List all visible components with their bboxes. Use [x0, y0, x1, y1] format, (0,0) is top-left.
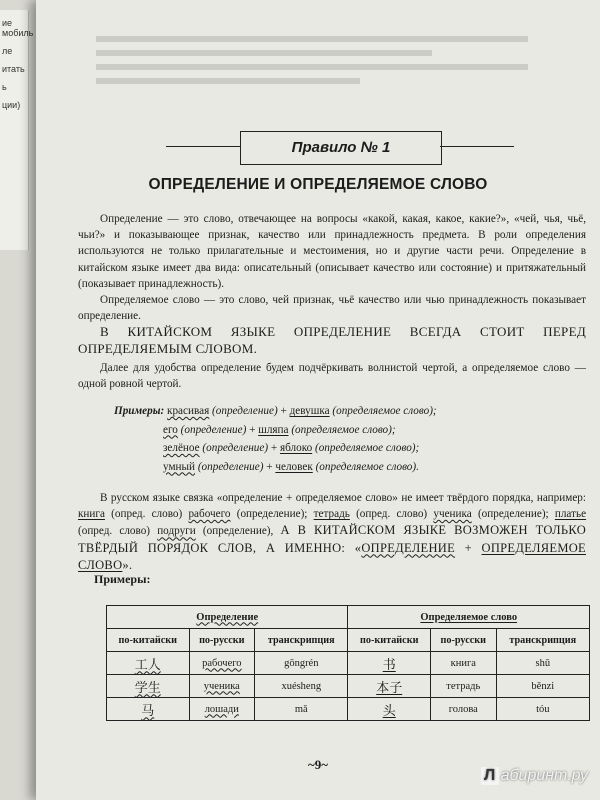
cell-text: 马 — [141, 702, 155, 718]
underline-note — [78, 360, 586, 392]
note: (определение); — [236, 508, 308, 521]
table-cell: тетрадь — [430, 675, 496, 698]
paragraph: Определение — это слово, отвечающее на вопросы «какой, какая, какое, какие?», «чей, чья, чьё, чьи?» и показывающее признак, качество или принадлежность предмета. В роли определения используются не только прилагательные и местоимения, но и другие части речи. Определение в китайском языке имеет два вида: описательный (описывает качество или состояние) и притяжательный (показывает принадлежность). — [78, 213, 586, 290]
plus-sign: + — [280, 405, 287, 417]
defined-word: книга — [78, 508, 105, 521]
example-defined-word: яблоко — [279, 442, 313, 454]
example-definition: умный — [163, 460, 196, 473]
note: (определение); — [477, 508, 549, 521]
cell-text: 工人 — [134, 656, 161, 672]
column-header: по-китайски — [107, 629, 190, 652]
definition-word: подруги — [157, 525, 196, 538]
cell-text: лошади — [204, 703, 239, 715]
table-cell — [107, 652, 190, 675]
column-header: по-русски — [189, 629, 255, 652]
example-word-note: (определяемое слово); — [332, 405, 437, 417]
cell-text: 学生 — [134, 679, 161, 695]
table-cell — [189, 698, 255, 721]
rule-line-left — [166, 146, 240, 147]
rule-title: Правило № 1 — [240, 131, 442, 165]
table-cell: книга — [430, 652, 496, 675]
left-page-fragment: итать — [2, 64, 25, 74]
column-header: по-русски — [430, 629, 496, 652]
defined-word: тетрадь — [313, 508, 350, 521]
table-cell: běnzi — [496, 675, 589, 698]
caps-definition: ОПРЕДЕЛЕНИЕ — [361, 540, 456, 555]
example-definition: его — [163, 423, 178, 436]
examples-table — [106, 605, 590, 721]
table-cell — [189, 675, 255, 698]
section-heading: ОПРЕДЕЛЕНИЕ И ОПРЕДЕЛЯЕМОЕ СЛОВО — [148, 176, 488, 193]
example-row — [114, 402, 437, 421]
table-cell: mǎ — [255, 698, 348, 721]
column-header: по-китайски — [348, 629, 431, 652]
bleed-through-text — [96, 28, 576, 118]
examples-label: Примеры: — [114, 405, 165, 417]
paragraph: Определяемое слово — это слово, чей признак, чьё качество или чью принадлежность показывает определение. — [78, 294, 586, 323]
table-cell — [189, 652, 255, 675]
caps-end: ». — [122, 557, 133, 572]
table-cell: tóu — [496, 698, 589, 721]
left-page-fragment: ь — [2, 82, 7, 92]
note: (опред. слово) — [78, 525, 151, 538]
caps-defined-word: ОПРЕДЕЛЯЕМОЕ СЛОВО — [78, 540, 586, 572]
example-definition: зелёное — [163, 442, 200, 454]
table-cell — [348, 698, 431, 721]
paragraph — [78, 490, 586, 574]
example-definition-note: (определение) — [212, 405, 278, 417]
table-cell: shū — [496, 652, 589, 675]
table-group-row — [107, 606, 590, 629]
left-page-fragment: ции) — [2, 100, 21, 110]
note: (определение), — [202, 525, 274, 538]
example-word-note: (определяемое слово); — [291, 423, 396, 436]
table-label: Примеры: — [94, 572, 151, 586]
rule-caps: В КИТАЙСКОМ ЯЗЫКЕ ОПРЕДЕЛЕНИЕ ВСЕГДА СТОИТ ПЕРЕД ОПРЕДЕЛЯЕМЫМ СЛОВОМ. — [78, 324, 586, 356]
column-header: транскрипция — [255, 629, 348, 652]
cell-text: 书 — [382, 656, 396, 672]
example-defined-word: девушка — [289, 405, 330, 417]
plus-sign: + — [455, 540, 482, 555]
example-row — [114, 439, 437, 458]
left-page-fragment: ие мобиль — [2, 18, 34, 38]
plus-sign: + — [266, 460, 273, 473]
group-label: Определение — [196, 611, 259, 623]
table-cell — [107, 698, 190, 721]
table-cell — [107, 675, 190, 698]
cell-text: 头 — [382, 702, 396, 718]
definition-text — [78, 211, 586, 324]
group-label: Определяемое слово — [420, 611, 518, 623]
russian-order-text — [78, 490, 586, 574]
table-header-row — [107, 629, 590, 652]
cell-text: рабочего — [202, 657, 242, 669]
example-definition-note: (определение) — [197, 460, 264, 473]
examples-block — [114, 402, 437, 476]
paragraph: Далее для удобства определение будем подчёркивать волнистой чертой, а определяемое слово — одной ровной чертой. — [78, 362, 586, 391]
left-page-edge — [0, 10, 34, 250]
note: (опред. слово) — [356, 508, 428, 521]
table-row — [107, 675, 590, 698]
plus-sign: + — [249, 423, 256, 436]
page-number: ~9~ — [307, 757, 329, 772]
example-word-note: (определяемое слово); — [314, 442, 420, 454]
book-page — [36, 0, 600, 800]
example-defined-word: человек — [275, 460, 313, 473]
example-definition-note: (определение) — [180, 423, 247, 436]
example-row — [114, 421, 437, 440]
example-definition-note: (определение) — [202, 442, 269, 454]
example-word-note: (определяемое слово). — [315, 460, 419, 473]
table-cell: xuésheng — [255, 675, 348, 698]
definition-word: рабочего — [188, 508, 231, 521]
left-page-fragment: ле — [2, 46, 13, 56]
watermark-logo-icon: Л — [481, 767, 499, 785]
table-cell: голова — [430, 698, 496, 721]
table-cell — [348, 675, 431, 698]
definition-word: ученика — [433, 508, 472, 521]
plus-sign: + — [270, 442, 278, 454]
watermark — [481, 767, 588, 785]
watermark-text: абиринт.ру — [500, 767, 588, 784]
group-header-definition — [107, 606, 348, 629]
cell-text: ученика — [203, 680, 240, 692]
note: (опред. слово) — [111, 508, 183, 521]
defined-word: платье — [554, 508, 587, 521]
cell-text: 本子 — [376, 679, 403, 695]
table-cell — [348, 652, 431, 675]
example-row — [114, 458, 437, 477]
example-defined-word: шляпа — [258, 423, 289, 436]
table-row — [107, 698, 590, 721]
table-row — [107, 652, 590, 675]
example-definition: красивая — [167, 405, 210, 417]
group-header-defined-word — [348, 606, 590, 629]
caps-rule-text: А В КИТАЙСКОМ ЯЗЫКЕ ВОЗМОЖЕН ТОЛЬКО ТВЁРДЫЙ ПОРЯДОК СЛОВ, А ИМЕННО: « — [78, 523, 587, 555]
rule-line-right — [440, 146, 514, 147]
intro-text: В русском языке связка «определение + определяемое слово» не имеет твёрдого порядка, например: — [100, 492, 586, 504]
table-cell: gōngrén — [255, 652, 348, 675]
column-header: транскрипция — [496, 629, 589, 652]
